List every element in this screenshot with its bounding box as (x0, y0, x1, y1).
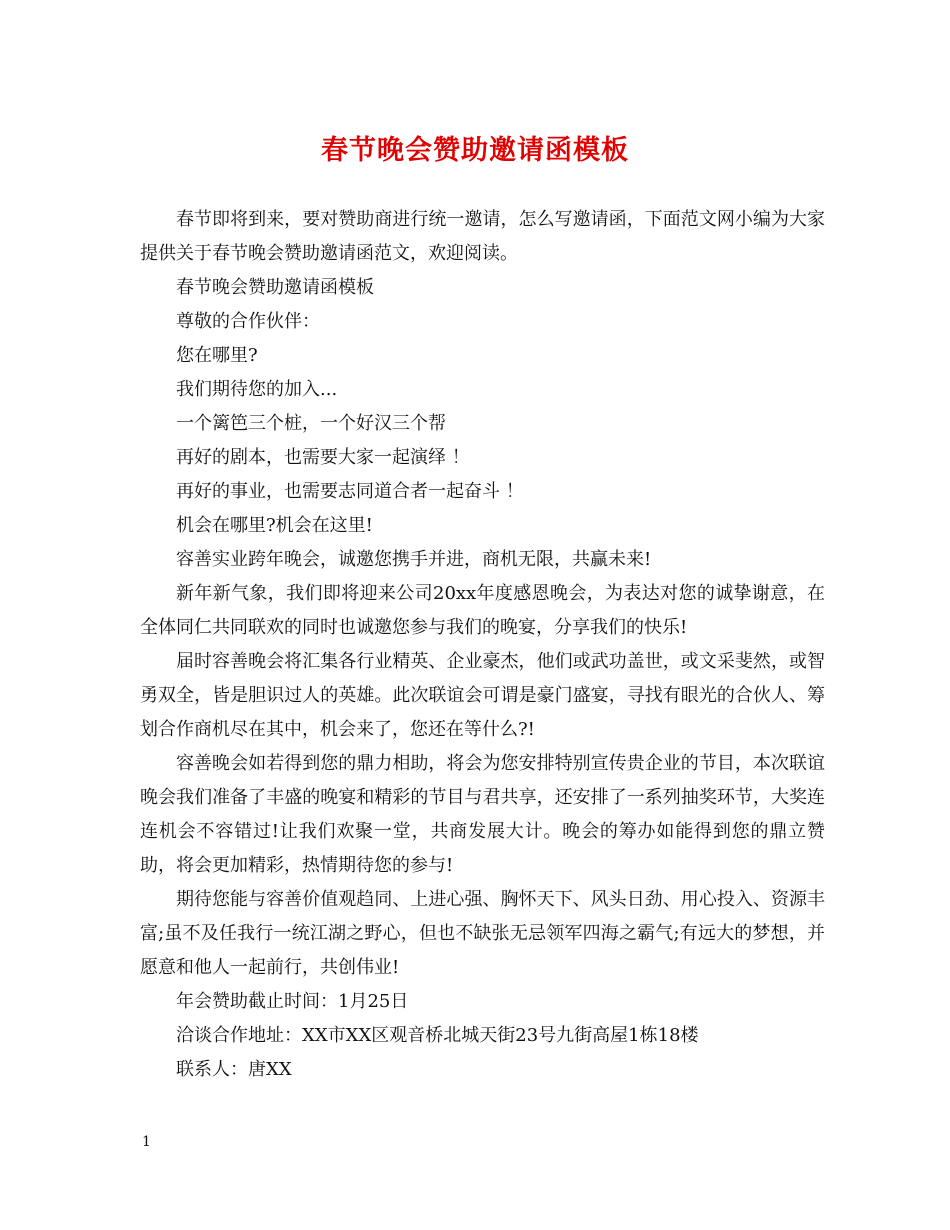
paragraph: 联系人：唐XX (176, 1059, 292, 1080)
paragraph: 再好的剧本，也需要大家一起演绎 ！ (176, 447, 470, 468)
paragraph: 年会赞助截止时间：1月25日 (176, 991, 409, 1012)
page-number: 1 (142, 1134, 151, 1150)
paragraph: 新年新气象，我们即将迎来公司20xx年度感恩晚会，为表达对您的诚挚谢意，在全体同仁共同联欢的同时也诚邀您参与我们的晚宴，分享我们的快乐! (140, 583, 825, 638)
paragraph: 再好的事业，也需要志同道合者一起奋斗 ！ (176, 481, 524, 502)
document-title: 春节晚会赞助邀请函模板 (321, 135, 629, 166)
paragraph: 尊敬的合作伙伴： (176, 311, 320, 332)
paragraph: 一个篱笆三个桩，一个好汉三个帮 (176, 413, 446, 434)
paragraph: 春节晚会赞助邀请函模板 (176, 277, 374, 298)
paragraph: 容善晚会如若得到您的鼎力相助，将会为您安排特别宣传贵企业的节目，本次联谊晚会我们准备了丰盛的晚宴和精彩的节目与君共享，还安排了一系列抽奖环节，大奖连连机会不容错过!让我们欢聚一堂，共商发展大计。晚会的筹办如能得到您的鼎立赞助，将会更加精彩，热情期待您的参与! (140, 753, 825, 876)
paragraph: 期待您能与容善价值观趋同、上进心强、胸怀天下、风头日劲、用心投入、资源丰富;虽不及任我行一统江湖之野心，但也不缺张无忌领军四海之霸气;有远大的梦想，并愿意和他人一起前行，共创伟业! (140, 889, 825, 978)
paragraph: 您在哪里? (176, 345, 258, 366)
paragraph: 春节即将到来，要对赞助商进行统一邀请，怎么写邀请函，下面范文网小编为大家提供关于春节晚会赞助邀请函范文，欢迎阅读。 (140, 209, 825, 264)
paragraph: 我们期待您的加入... (176, 379, 338, 400)
document-body (140, 203, 825, 1087)
paragraph: 容善实业跨年晚会，诚邀您携手并进，商机无限，共赢未来! (176, 549, 652, 570)
paragraph: 洽谈合作地址：XX市XX区观音桥北城天街23号九街高屋1栋18楼 (176, 1025, 699, 1046)
paragraph: 机会在哪里?机会在这里! (176, 515, 373, 536)
paragraph: 届时容善晚会将汇集各行业精英、企业豪杰，他们或武功盖世，或文采斐然，或智勇双全，皆是胆识过人的英雄。此次联谊会可谓是豪门盛宴，寻找有眼光的合伙人、筹划合作商机尽在其中，机会来了，您还在等什么?! (140, 651, 825, 740)
